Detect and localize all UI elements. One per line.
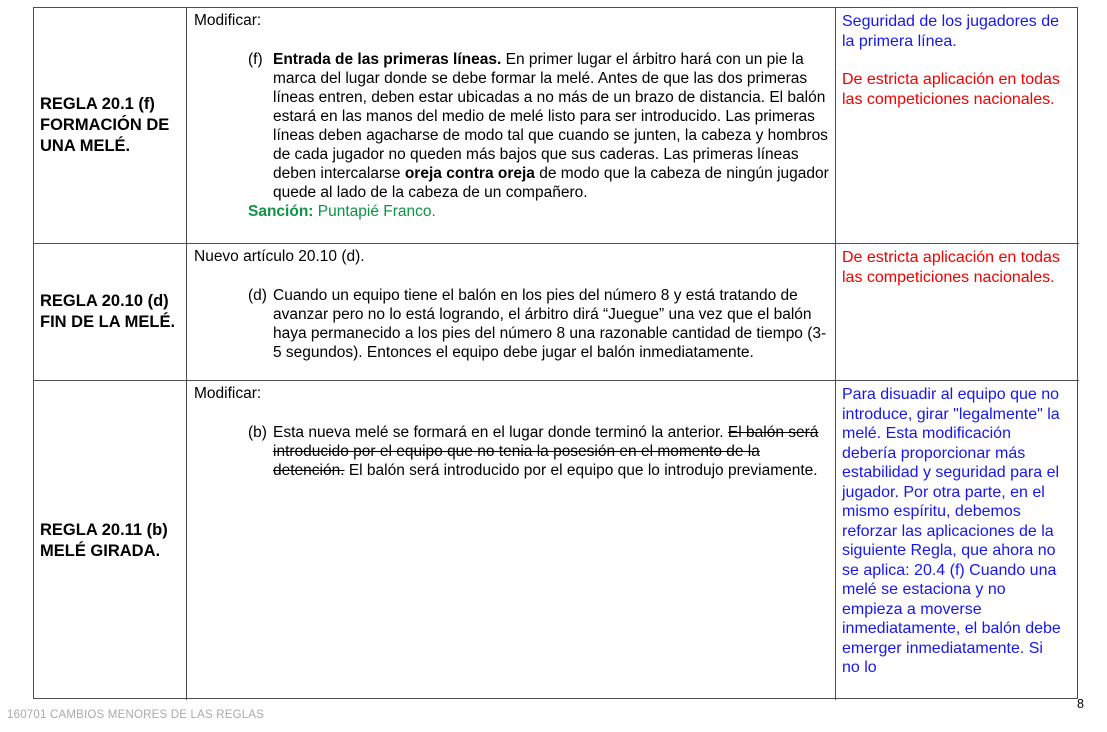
paragraph-body-1: En primer lugar el árbitro hará con un pie la marca del lugar donde se debe formar la melé. Antes de que las dos primeras líneas entren, deben estar ubicadas a no más de un brazo de distancia. El balón estará en las manos del medio de melé listo para ser introducido. Las primeras líneas deben agacharse de modo tal que cuando se junten, la cabeza y hombros de cada jugador no queden más bajos que sus caderas. Las primeras líneas deben intercalarse (273, 51, 828, 182)
paragraph-bold-lead: Entrada de las primeras líneas. (273, 51, 502, 68)
rule-cell-20-10-d (34, 244, 187, 381)
list-marker: (b) (248, 424, 267, 441)
modification-intro: Modificar: (194, 12, 262, 29)
list-marker: (d) (248, 287, 267, 304)
modification-cell-20-1-f (187, 8, 836, 244)
paragraph-text (273, 423, 829, 480)
rule-title: REGLA 20.10 (d) FIN DE LA MELÉ. (40, 292, 176, 331)
paragraph-body-2: El balón será introducido por el equipo que lo introdujo previamente. (344, 462, 818, 479)
sanction-text: Puntapié Franco. (317, 203, 436, 220)
paragraph-body-2: de modo que la cabeza de ningún jugador quede al lado de la cabeza de un compañero. (273, 165, 829, 201)
comment-cell-20-11-b (836, 381, 1079, 700)
modification-intro: Modificar: (194, 385, 262, 402)
rule-cell-20-11-b (34, 381, 187, 700)
modification-cell-20-10-d (187, 244, 836, 381)
page-number: 8 (1077, 697, 1084, 711)
rules-table (33, 7, 1078, 699)
paragraph-body-1: Esta nueva melé se formará en el lugar donde terminó la anterior. (273, 424, 728, 441)
list-marker: (f) (248, 51, 263, 68)
comment-red: De estricta aplicación en todas las competiciones nacionales. (842, 71, 1060, 108)
comment-blue: Seguridad de los jugadores de la primera línea. (842, 13, 1060, 50)
rule-paragraph (248, 423, 829, 480)
modification-intro: Nuevo artículo 20.10 (d). (194, 248, 365, 265)
paragraph-bold-mid: oreja contra oreja (404, 165, 535, 182)
rule-cell-20-1-f (34, 8, 187, 244)
paragraph-text (273, 50, 829, 202)
comment-red: De estricta aplicación en todas las competiciones nacionales. (842, 249, 1060, 286)
deleted-text: El balón será introducido por el equipo que no tenia la posesión en el momento de la detención. (273, 424, 819, 479)
rule-title: REGLA 20.11 (b) MELÉ GIRADA. (40, 520, 168, 560)
rule-title: REGLA 20.1 (f) FORMACIÓN DE UNA MELÉ. (40, 95, 170, 155)
sanction-line (248, 202, 829, 221)
rule-paragraph (248, 50, 829, 202)
comment-cell-20-10-d (836, 244, 1079, 381)
sanction-label: Sanción: (248, 203, 314, 220)
modification-cell-20-11-b (187, 381, 836, 700)
rule-paragraph (248, 286, 829, 362)
comment-blue: Para disuadir al equipo que no introduce, girar "legalmente" la melé. Esta modificación debería proporcionar más estabilidad y seguridad para el jugador. Por otra parte, en el mismo espíritu, debemos reforzar las aplicaciones de la siguiente Regla, que ahora no se aplica: 20.4 (f) Cuando una melé se estaciona y no empieza a moverse inmediatamente, el balón debe emerger inmediatamente. Si no lo (842, 386, 1061, 676)
footer-note: 160701 CAMBIOS MENORES DE LAS REGLAS (7, 709, 265, 721)
comment-cell-20-1-f (836, 8, 1079, 244)
paragraph-text: Cuando un equipo tiene el balón en los pies del número 8 y está tratando de avanzar pero no lo está logrando, el árbitro dirá “Juegue” una vez que el balón haya permanecido a los pies del número 8 una razonable cantidad de tiempo (3-5 segundos). Entonces el equipo debe jugar el balón inmediatamente. (273, 287, 827, 361)
